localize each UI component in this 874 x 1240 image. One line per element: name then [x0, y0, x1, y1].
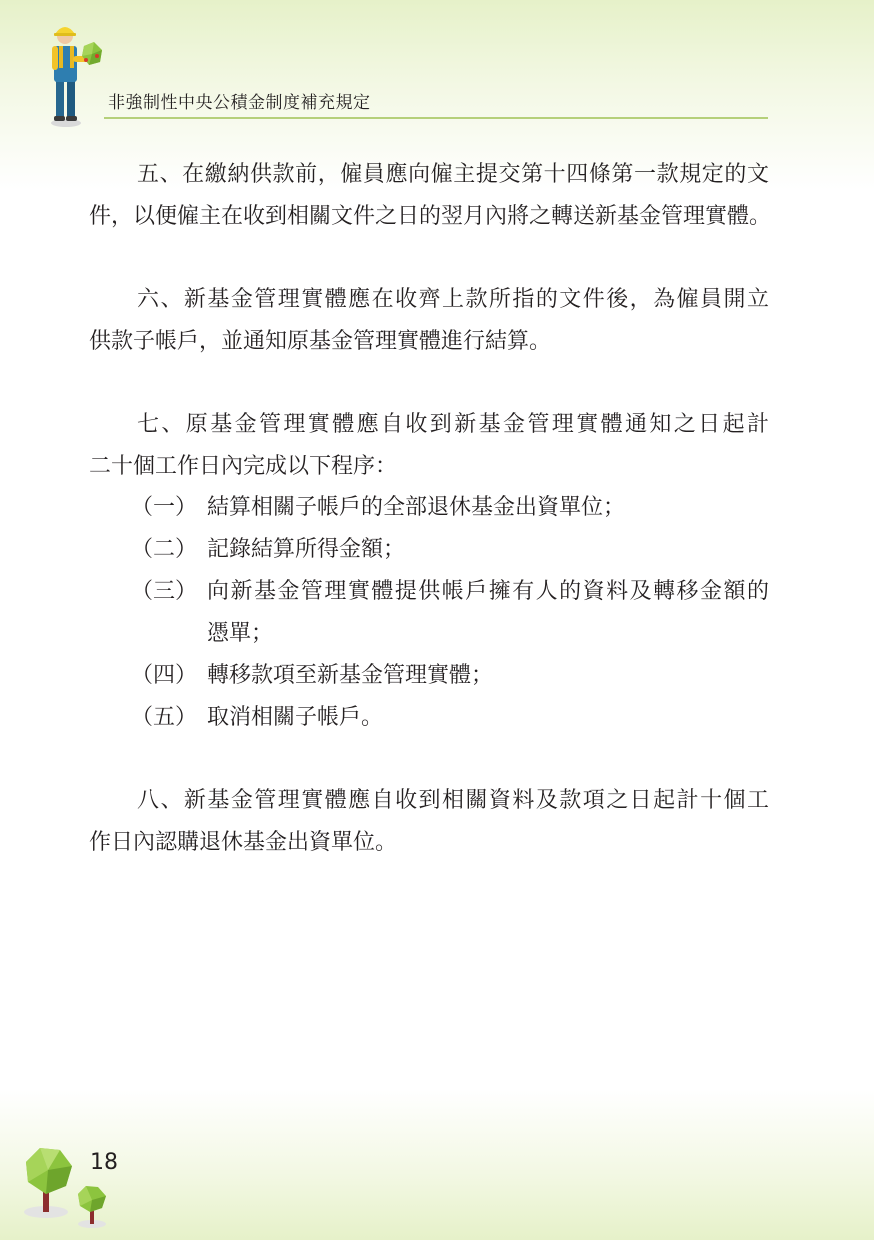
section-8-line-2: 作日內認購退休基金出資單位。	[89, 830, 398, 855]
section-5-line-1: 五、在繳納供款前，僱員應向僱主提交第十四條第一款規定的文	[137, 162, 769, 187]
section-6-line-2: 供款子帳戶，並通知原基金管理實體進行結算。	[89, 329, 552, 354]
section-7-line-2: 二十個工作日內完成以下程序：	[89, 454, 398, 479]
list-item-number: （一）	[131, 495, 198, 520]
header-divider	[104, 117, 768, 119]
list-item-text: 結算相關子帳戶的全部退休基金出資單位；	[207, 495, 626, 520]
list-item-number: （五）	[131, 705, 198, 730]
list-item-text: 向新基金管理實體提供帳戶擁有人的資料及轉移金額的	[207, 579, 769, 604]
section-5-line-2: 件，以便僱主在收到相關文件之日的翌月內將之轉送新基金管理實體。	[89, 204, 772, 229]
list-item-text: 轉移款項至新基金管理實體；	[207, 663, 494, 688]
list-item-number: （四）	[131, 663, 198, 688]
list-item-text: 取消相關子帳戶。	[207, 705, 384, 730]
construction-worker-icon	[40, 22, 106, 130]
list-item-number: （二）	[131, 537, 198, 562]
list-item-text: 記錄結算所得金額；	[207, 537, 406, 562]
footer-background	[0, 1090, 874, 1240]
list-item-continuation: 憑單；	[207, 621, 274, 646]
section-7-line-1: 七、原基金管理實體應自收到新基金管理實體通知之日起計	[137, 412, 769, 437]
list-item-number: （三）	[131, 579, 198, 604]
page-number: 18	[90, 1150, 118, 1175]
section-6-line-1: 六、新基金管理實體應在收齊上款所指的文件後，為僱員開立	[137, 287, 769, 312]
page-header-title: 非強制性中央公積金制度補充規定	[108, 93, 371, 113]
section-8-line-1: 八、新基金管理實體應自收到相關資料及款項之日起計十個工	[137, 788, 769, 813]
